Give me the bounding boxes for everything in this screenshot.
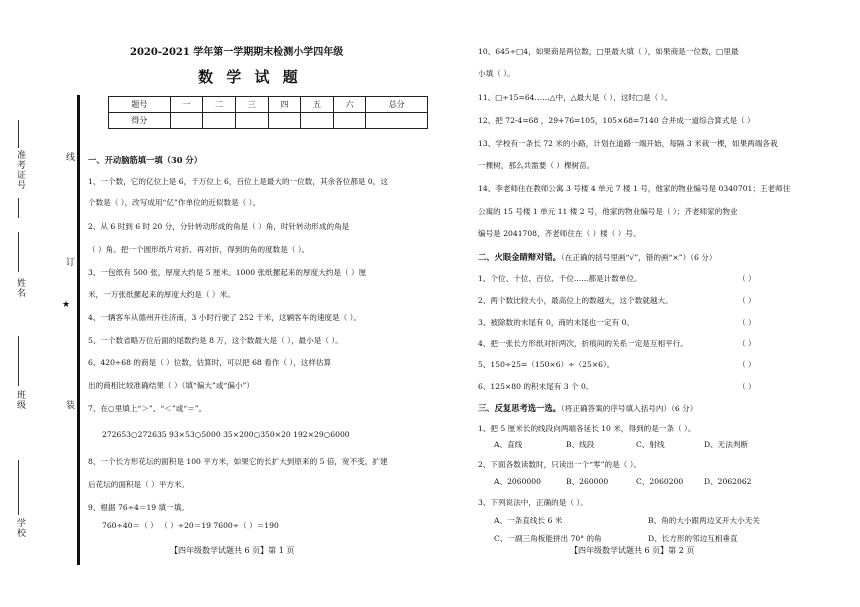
score-header-cell: 三 [235, 97, 268, 113]
question-line: 11、□÷15=64……△中，△最大是（ ），这时□是（ ）。 [478, 93, 673, 102]
judge-item: 5、150÷25=（150×6）÷（25×6）。 [478, 360, 615, 369]
section-3-title: 三、反复思考选一选。 [478, 403, 561, 413]
score-cell[interactable] [235, 113, 268, 129]
score-header-cell: 六 [333, 97, 366, 113]
judge-item: 1、个位、十位、百位、千位......都是计数单位。 [478, 274, 642, 283]
judge-answer-bracket[interactable]: （ ） [738, 360, 756, 369]
question-line: 一棵树，那么共需要（ ）棵树苗。 [478, 161, 595, 170]
question-line: 米，一万张纸摞起来的厚度大约是（ ）米。 [88, 290, 235, 299]
question-line: 9、根据 76÷4＝19 填一填。 [88, 503, 189, 512]
question-line: 14、李老师住在教师公寓 3 号楼 4 单元 7 楼 1 号，他家的物业编号是 0340701；王老师住 [478, 184, 791, 193]
question-line: 出的商相比较准确结果（ ）（填“偏大”或“偏小”） [88, 381, 255, 390]
question-line: 1、一个数，它的亿位上是 6，千万位上 6，百位上是最大的一位数，其余各位都是 0，这 [88, 177, 388, 186]
seal-char-line: 线 [66, 153, 76, 163]
score-cell[interactable] [268, 113, 301, 129]
judge-answer-bracket[interactable]: （ ） [738, 318, 756, 327]
judge-answer-bracket[interactable]: （ ） [738, 339, 756, 348]
section-3-note: （将正确答案的序号填入括号内）（6 分） [560, 404, 698, 413]
judge-item: 3、被除数的末尾有 0，商的末尾也一定有 0。 [478, 318, 635, 327]
score-table-row [109, 113, 428, 129]
option-d: D、无法判断 [704, 440, 749, 449]
compare-row: 272653○272635 93×53○5000 35×200○350×20 192×29○6000 [102, 430, 350, 439]
class-label: 班级 [15, 390, 25, 410]
choice-question: 1、把 5 厘米长的线段向两端各延长 10 米，得到的是一条（ ）。 [478, 424, 696, 433]
question-line: 小填（ ）。 [478, 69, 515, 78]
binding-bar [77, 95, 80, 565]
score-cell[interactable] [203, 113, 236, 129]
binding-margin [0, 0, 95, 607]
judge-item: 4、把一张长方形纸对折两次，折痕间的关系一定是互相平行。 [478, 339, 688, 348]
option-a: A、直线 [494, 440, 523, 449]
exam-title: 2020-2021 学年第一学期期末检测小学四年级 [130, 47, 344, 58]
section-2-title: 二、火眼金睛辩对错。 [478, 252, 561, 262]
question-line: 编号是 2041708，齐老师住在（ ）楼（ ）号。 [478, 229, 641, 238]
option-c: C、一副三角板能拼出 70° 的角 [494, 534, 602, 543]
school-label: 学校 [15, 518, 25, 538]
judge-answer-bracket[interactable]: （ ） [738, 274, 756, 283]
score-header-cell: 四 [268, 97, 301, 113]
option-d: D、长方形的邻边互相垂直 [648, 534, 738, 543]
question-line: 2、从 6 时到 6 时 20 分，分针转动形成的角是（ ）角，时针转动形成的角是 [88, 222, 350, 231]
option-d: D、2062062 [704, 477, 752, 486]
score-cell[interactable] [333, 113, 366, 129]
question-line: 公寓的 15 号楼 1 单元 11 楼 2 号，他家的物业编号是（ ）；齐老师家的物业 [478, 207, 738, 216]
score-header-cell: 一 [170, 97, 203, 113]
option-c: C、射线 [636, 440, 665, 449]
page-1-footer: 【四年级数学试题共 6 页】第 1 页 [170, 546, 295, 555]
score-header-cell: 总分 [366, 97, 428, 113]
name-underline [18, 232, 19, 272]
page-2-footer: 【四年级数学试题共 6 页】第 2 页 [570, 546, 695, 555]
score-cell[interactable] [366, 113, 428, 129]
seal-char-pack: 装 [66, 401, 76, 411]
option-a: A、2060000 [494, 477, 541, 486]
question-line: 13、学校有一条长 72 米的小路，计划在道路一端开始，每隔 3 米栽一棵，如果两端各栽 [478, 139, 778, 148]
exam-id-underline [18, 120, 19, 148]
name-label: 姓名 [15, 278, 25, 298]
fill-row: 760÷40＝（ ） （ ）÷20＝19 7600÷（ ）＝190 [102, 521, 279, 530]
option-a: A、一条直线长 6 米 [494, 516, 563, 525]
score-cell[interactable] [301, 113, 334, 129]
judge-item: 6、125×80 的积末尾有 3 个 0。 [478, 382, 594, 391]
score-table [108, 96, 428, 129]
score-row-label: 得分 [109, 113, 171, 129]
option-b: B、角的大小跟两边叉开大小无关 [648, 516, 760, 525]
question-line: 3、一包纸有 500 张，厚度大约是 5 厘米。1000 张纸摞起来的厚度大约是（ ）厘 [88, 268, 367, 277]
school-underline [18, 460, 19, 515]
exam-subtitle: 数 学 试 题 [198, 68, 302, 86]
question-line: 12、把 72-4=68 ，29+76=105，105×68=7140 合并成一道综合算式是（ ） [478, 116, 755, 125]
judge-answer-bracket[interactable]: （ ） [738, 296, 756, 305]
score-header-cell: 二 [203, 97, 236, 113]
section-1-heading: 一、开动脑筋填一填（30 分） [88, 155, 202, 165]
option-c: C、2060200 [636, 477, 684, 486]
question-line: （ ）角。把一个圆形纸片对折、再对折，得到的角的度数是（ ）。 [88, 245, 310, 254]
judge-answer-bracket[interactable]: （ ） [738, 382, 756, 391]
star-icon: ★ [62, 300, 71, 310]
choice-question: 3、下列说法中，正确的是（ ）。 [478, 498, 588, 507]
judge-item: 2、两个数比较大小，最高位上的数越大，这个数就越大。 [478, 296, 673, 305]
option-b: B、260000 [566, 477, 609, 486]
score-table-header [109, 97, 428, 113]
question-line: 5、一个数省略万位后面的尾数约是 8 万，这个数最大是（ ），最小是（ ）。 [88, 336, 343, 345]
question-line: 7、在○里填上“＞”、“＜”或“＝”。 [88, 404, 207, 413]
question-line: 后花坛的面积是（ ）平方米。 [88, 480, 190, 489]
question-line: 6、420÷68 的商是（ ）位数，估算时，可以把 68 看作（ ），这样估算 [88, 358, 332, 367]
score-header-cell: 五 [301, 97, 334, 113]
question-line: 10、645÷□4，如果商是两位数，□里最大填（ ），如果商是一位数，□里最 [478, 47, 739, 56]
score-header-cell: 题号 [109, 97, 171, 113]
seal-char-bind: 订 [66, 258, 76, 268]
question-line: 个数是（ ），改写成用“亿”作单位的近似数是（ ）。 [88, 198, 261, 207]
section-2-heading [478, 253, 716, 262]
question-line: 4、一辆客车从德州开往济南，3 小时行驶了 252 千米，这辆客车的速度是（ ）。 [88, 313, 362, 322]
class-underline [18, 336, 19, 386]
option-b: B、线段 [566, 440, 595, 449]
exam-id-underline-2 [18, 198, 19, 218]
exam-id-label: 准考证号 [15, 150, 25, 190]
choice-question: 2、下面各数读数时，只读出一个“零”的是（ ）。 [478, 460, 642, 469]
question-line: 8、一个长方形花坛的面积是 100 平方米，如果它的长扩大到原来的 5 倍，宽不变，扩建 [88, 457, 388, 466]
section-3-heading [478, 404, 697, 413]
section-2-note: （在正确的括号里画“√”，错的画“×”）（6 分） [560, 253, 717, 262]
score-cell[interactable] [170, 113, 203, 129]
